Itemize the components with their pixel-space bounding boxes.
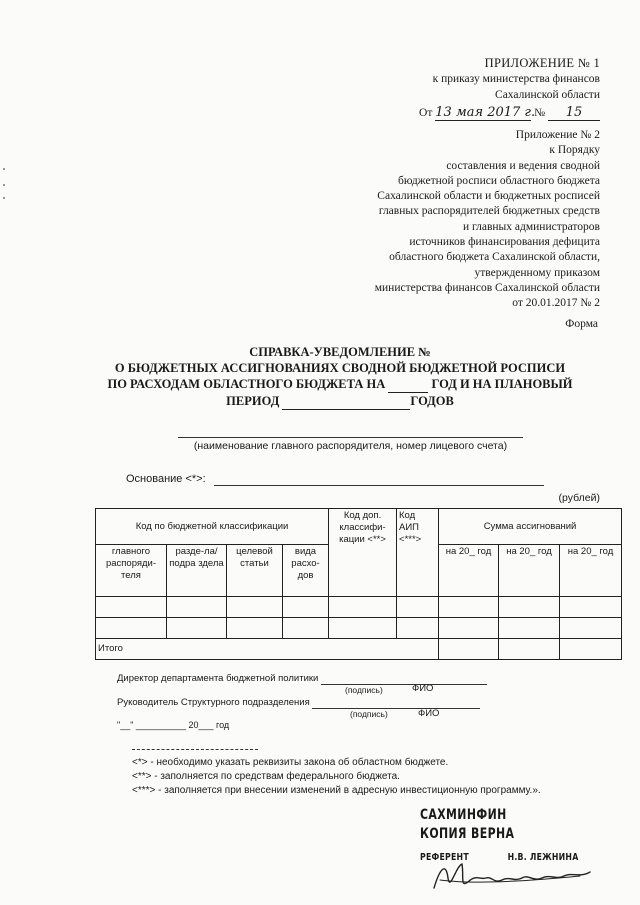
appendix2-line: составления и ведения сводной [446, 159, 600, 172]
director-label: Директор департамента бюджетной политики [117, 673, 319, 684]
scan-dot [3, 184, 5, 186]
footnote-1: <*> - необходимо указать реквизиты закона об областном бюджете. [132, 757, 449, 768]
director-fio: ФИО [412, 683, 434, 694]
title-line4b: ГОДОВ [410, 394, 454, 408]
appendix1-title: ПРИЛОЖЕНИЕ № 1 [484, 56, 600, 70]
table-cell[interactable] [96, 597, 167, 618]
table-cell[interactable] [227, 618, 283, 639]
header-aip-code: Код АИП <***> [397, 509, 439, 597]
number-prefix: № [534, 107, 546, 119]
header-chief-manager: главного распоряди-теля [96, 545, 167, 597]
appendix2-line: Сахалинской области и бюджетных росписей [377, 190, 600, 203]
handwritten-signature [430, 858, 600, 896]
head-podpis: (подпись) [350, 709, 388, 719]
appendix1-date-row [419, 105, 600, 121]
table-cell[interactable] [499, 597, 560, 618]
total-cell[interactable] [560, 639, 622, 660]
table-row [96, 597, 622, 618]
table-row [96, 618, 622, 639]
scan-dot [3, 197, 5, 199]
appendix2-line: и главных администраторов [462, 220, 600, 233]
appendix2-line: главных распорядителей бюджетных средств [378, 205, 600, 218]
table-cell[interactable] [167, 597, 227, 618]
header-sum-group: Сумма ассигнований [439, 509, 622, 545]
handwritten-date: 13 мая 2017 г. [435, 105, 536, 120]
appendix2-line: от 20.01.2017 № 2 [512, 297, 600, 310]
name-caption: (наименование главного распорядителя, номер лицевого счета) [193, 440, 508, 452]
table-cell[interactable] [439, 618, 499, 639]
appendix2-line: Приложение № 2 [515, 129, 600, 141]
table-cell[interactable] [167, 618, 227, 639]
appendix2-block [375, 128, 600, 312]
title-line4a: ПЕРИОД [226, 394, 280, 408]
total-cell[interactable] [439, 639, 499, 660]
unit-label: (рублей) [558, 492, 600, 504]
appendix2-line: источников финансирования дефицита [409, 236, 600, 249]
appropriations-table [95, 508, 622, 660]
stamp-referent: РЕФЕРЕНТ [420, 852, 469, 863]
title-line2: О БЮДЖЕТНЫХ АССИГНОВАНИЯХ СВОДНОЙ БЮДЖЕТНОЙ РОСПИСИ [114, 361, 566, 375]
head-label: Руководитель Структурного подразделения [117, 697, 310, 708]
footnote-3: <***> - заполняется при внесении изменений в адресную инвестиционную программу.». [132, 785, 541, 796]
notes-separator [132, 749, 258, 750]
appendix2-line: областного бюджета Сахалинской области, [389, 251, 600, 264]
basis-line[interactable] [214, 485, 544, 486]
table-cell[interactable] [560, 618, 622, 639]
table-cell[interactable] [96, 618, 167, 639]
total-row [96, 639, 622, 660]
total-label: Итого [96, 639, 439, 660]
table-cell[interactable] [439, 597, 499, 618]
footnote-2: <**> - заполняется по средствам федерального бюджета. [132, 771, 400, 782]
handwritten-number: 15 [548, 106, 600, 121]
director-podpis: (подпись) [345, 685, 383, 695]
appendix2-line: к Порядку [549, 144, 600, 157]
name-line[interactable] [178, 437, 523, 438]
table-cell[interactable] [283, 618, 329, 639]
total-cell[interactable] [499, 639, 560, 660]
scan-dot [3, 168, 5, 170]
appendix1-line2: к приказу министерства финансов [432, 73, 600, 85]
stamp-name: Н.В. ЛЕЖНИНА [507, 852, 579, 863]
title-line3b: ГОД И НА ПЛАНОВЫЙ [431, 377, 573, 391]
year-blank [388, 376, 428, 393]
appendix1-block [419, 55, 600, 121]
table-cell[interactable] [560, 597, 622, 618]
table-cell[interactable] [499, 618, 560, 639]
appendix2-line: министерства финансов Сахалинской области [374, 281, 600, 294]
footnotes [132, 756, 541, 798]
form-label: Форма [565, 318, 598, 330]
title-line1: СПРАВКА-УВЕДОМЛЕНИЕ № [249, 345, 431, 359]
header-row-1 [96, 509, 622, 545]
director-signature-line[interactable] [321, 673, 487, 685]
head-signature-line[interactable] [312, 697, 480, 709]
appendix2-line: утвержденному приказом [474, 266, 600, 279]
date-prefix: От [419, 107, 433, 119]
header-year-2: на 20_ год [499, 545, 560, 597]
header-section: разде-ла/подра здела [167, 545, 227, 597]
table-cell[interactable] [397, 597, 439, 618]
appendix2-line: бюджетной росписи областного бюджета [397, 174, 600, 187]
appendix1-line3: Сахалинской области [495, 89, 600, 101]
period-blank [282, 393, 410, 410]
table-cell[interactable] [329, 597, 397, 618]
header-expense-type: вида расхо-дов [283, 545, 329, 597]
stamp-line1: САХМИНФИН [420, 807, 507, 823]
table-cell[interactable] [329, 618, 397, 639]
title-line4 [60, 393, 620, 410]
title-line3a: ПО РАСХОДАМ ОБЛАСТНОГО БЮДЖЕТА НА [107, 377, 386, 391]
header-code-group: Код по бюджетной классификации [96, 509, 329, 545]
table-cell[interactable] [283, 597, 329, 618]
header-year-1: на 20_ год [439, 545, 499, 597]
header-add-code: Код доп. классифи-кации <**> [329, 509, 397, 597]
stamp-line2: КОПИЯ ВЕРНА [420, 826, 515, 842]
head-fio: ФИО [418, 708, 440, 719]
title-line3 [60, 376, 620, 393]
table-cell[interactable] [227, 597, 283, 618]
table-cell[interactable] [397, 618, 439, 639]
document-title [60, 344, 620, 410]
signature-date: "__" __________ 20___ год [117, 720, 230, 730]
header-target-article: целевой статьи [227, 545, 283, 597]
basis-label: Основание <*>: [126, 473, 206, 485]
header-year-3: на 20_ год [560, 545, 622, 597]
